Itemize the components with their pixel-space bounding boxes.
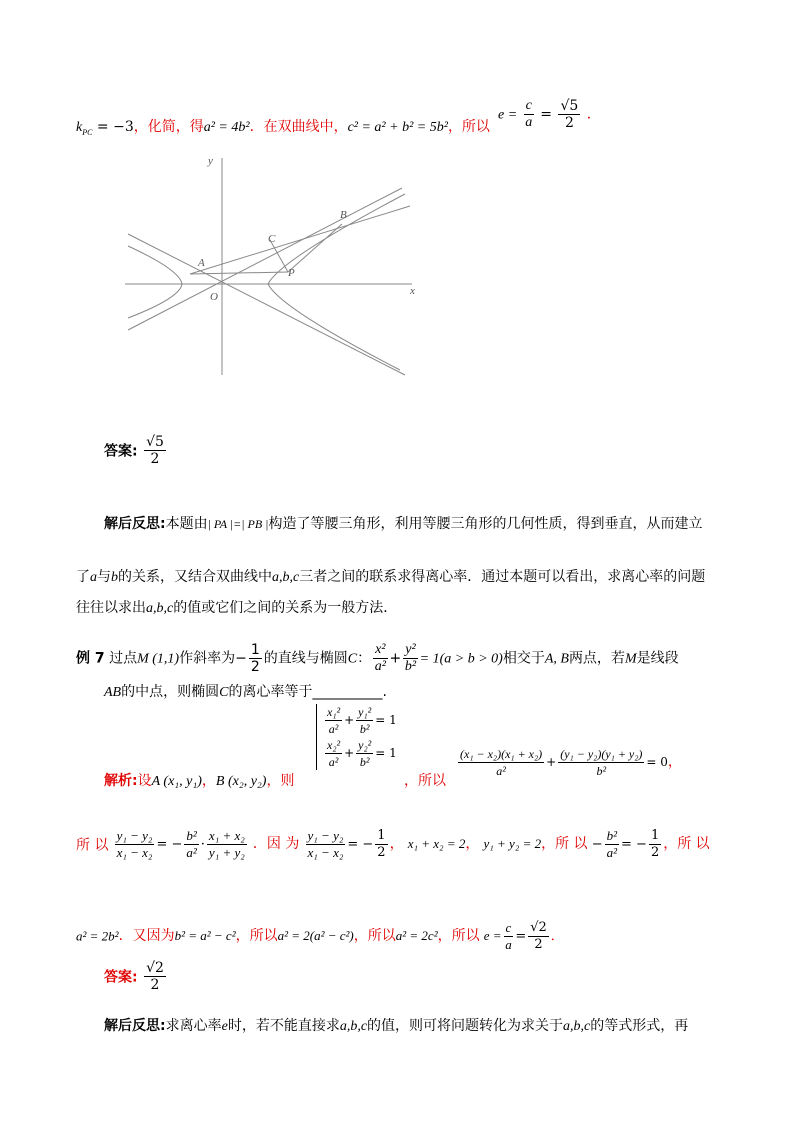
frac-den: b² xyxy=(359,755,370,769)
text: 的直线与椭圆 xyxy=(263,650,348,667)
plus: + xyxy=(546,755,557,769)
system-eq-2: $\frac{\text{x₂²}}{\text{a²}}$ + $\frac{\text{y₂²}}{\text{b²}}$ = 1 xyxy=(327,738,397,769)
reflection-2-line-1 xyxy=(104,1015,688,1035)
point-B: B (x₂, y₂) xyxy=(215,774,267,789)
eq-zero: = 0 xyxy=(646,755,668,769)
text: ，所以 xyxy=(437,928,480,944)
frac xyxy=(356,737,373,770)
k-symbol: k xyxy=(76,120,83,135)
eq-c2: c² = a² + b² = 5b² xyxy=(347,120,448,135)
frac-den: a² xyxy=(186,845,197,860)
period: ． xyxy=(550,929,564,944)
frac-den: 2 xyxy=(150,451,160,467)
ellipse-C: C xyxy=(347,651,358,667)
frac-num: b² xyxy=(606,828,618,843)
frac-num: √5 xyxy=(146,434,164,450)
var-abc: a,b,c xyxy=(272,570,300,585)
label-C: C xyxy=(268,233,276,245)
sum-equation xyxy=(456,746,682,779)
eq-a2-4b2: a² = 4b² xyxy=(203,120,250,135)
segment-PB xyxy=(288,224,342,272)
label-x: x xyxy=(410,285,415,297)
solution-label: 解析: xyxy=(104,773,138,789)
label-B: B xyxy=(340,209,347,221)
text: ．因 为 xyxy=(252,836,300,852)
text: 的离心率等于 xyxy=(228,684,313,700)
answer-label: 答案: xyxy=(104,443,138,460)
text: 的中点，则椭圆 xyxy=(121,684,220,700)
text: ，则 xyxy=(266,773,295,789)
equals: = xyxy=(515,929,527,944)
text-so: ，所以 xyxy=(447,119,490,135)
example-7-line-2 xyxy=(104,681,387,701)
frac xyxy=(184,828,198,861)
frac-den: 2 xyxy=(150,977,160,993)
point-M: M (1,1) xyxy=(137,651,180,667)
text: 所 以 xyxy=(76,837,109,854)
frac xyxy=(375,828,387,861)
text: 过点 xyxy=(109,650,138,667)
frac xyxy=(356,704,373,737)
label-y: y xyxy=(208,155,213,167)
eq-b2: b² = a² − c² xyxy=(174,928,236,943)
colon: ： xyxy=(357,650,372,667)
frac xyxy=(325,704,342,737)
frac-num: (y₁ − y₂)(y₁ + y₂) xyxy=(560,747,643,761)
frac-den: b² xyxy=(596,764,607,778)
plus: + xyxy=(389,650,402,667)
frac-num: c xyxy=(525,98,532,113)
text: 的值或它们之间的关系为一般方法． xyxy=(173,600,398,616)
example-label: 例 7 xyxy=(76,650,105,667)
text: 构造了等腰三角形，利用等腰三角形的几何性质，得到垂直，从而建立 xyxy=(268,516,703,532)
var-abc: a,b,c xyxy=(563,1019,591,1034)
e-lhs: e = xyxy=(498,107,518,123)
eq-a2-2b2: a² = 2b² xyxy=(76,928,119,944)
asymptote-2 xyxy=(128,188,402,330)
label-O: O xyxy=(210,291,218,303)
answer-label: 答案: xyxy=(104,969,138,986)
frac-den: 2 xyxy=(534,937,543,952)
equals: = xyxy=(540,106,553,123)
text: 的等式形式，再 xyxy=(590,1018,689,1034)
frac-den: 2 xyxy=(250,659,260,675)
frac xyxy=(115,828,155,861)
frac-num: (x₁ − x₂)(x₁ + x₂) xyxy=(460,747,543,761)
solution-line-1 xyxy=(104,770,294,790)
system-eq-1: $\frac{\text{x₁²}}{\text{a²}}$ + $\frac{\text{y₁²}}{\text{b²}}$ = 1 xyxy=(327,705,397,736)
frac xyxy=(528,920,549,953)
minus: − xyxy=(591,837,603,852)
frac xyxy=(504,920,514,953)
text: ，所 以 xyxy=(541,836,588,852)
frac-num: y₁ − y₂ xyxy=(116,828,153,843)
frac-c-a xyxy=(524,98,534,131)
text: 求离心率 xyxy=(165,1018,222,1034)
text: ，所 以 xyxy=(663,836,710,852)
frac xyxy=(605,828,619,861)
point-A: A (x₁, y₁) xyxy=(151,774,202,789)
eq-a2-2: a² = 2(a² − c²) xyxy=(277,928,354,943)
text: 的值，则可将问题转化为求关于 xyxy=(367,1018,564,1034)
so-text: ，所以 xyxy=(404,773,446,789)
frac-num: 1 xyxy=(377,828,386,843)
example-7-line-1 xyxy=(76,642,679,675)
frac-num: b² xyxy=(186,828,197,843)
frac-den: 2 xyxy=(564,115,574,131)
abs-expr: | PA |=| PB | xyxy=(207,517,269,531)
frac-den: a xyxy=(505,937,512,952)
frac-den: a² xyxy=(328,755,339,769)
ellipse-rest: = 1(a > b > 0) xyxy=(419,651,503,667)
frac-den: a² xyxy=(374,659,386,674)
solution-line-3 xyxy=(76,920,564,953)
frac xyxy=(306,828,346,861)
text: 作斜率为 xyxy=(179,650,236,667)
text: 的关系，又结合双曲线中 xyxy=(118,569,272,585)
solution-line-1 xyxy=(76,116,490,137)
points-AB: A, B xyxy=(544,651,569,667)
solution-line-2 xyxy=(76,828,710,861)
equation-system xyxy=(316,704,397,770)
ellipse-C: C xyxy=(219,685,229,700)
frac-num: x₁ + x₂ xyxy=(208,828,245,843)
eq-minus: = − xyxy=(621,837,647,852)
text: 往往以求出 xyxy=(76,600,146,616)
frac-num: y₂² xyxy=(358,738,372,752)
k-value: = −3 xyxy=(96,119,134,135)
text: 与 xyxy=(97,569,111,585)
text: ．又因为 xyxy=(118,928,175,944)
frac xyxy=(558,746,644,779)
frac-sqrt5-2 xyxy=(558,98,580,131)
answer-frac xyxy=(144,434,166,467)
frac-num: √5 xyxy=(560,98,579,114)
frac-num: √2 xyxy=(530,920,547,935)
frac-num: 1 xyxy=(650,828,660,843)
frac-den: a xyxy=(525,115,533,130)
eq-one: = 1 xyxy=(375,713,397,727)
comma: ， xyxy=(201,773,216,789)
frac xyxy=(325,737,342,770)
frac xyxy=(458,746,544,779)
slope-frac xyxy=(249,642,262,675)
frac-den: b² xyxy=(359,722,370,736)
frac-num: x₁² xyxy=(327,705,341,719)
text-in-hyperbola: ．在双曲线中， xyxy=(249,119,348,135)
line-AB xyxy=(190,206,410,274)
frac xyxy=(207,828,247,861)
text: 相交于 xyxy=(502,650,545,667)
frac-den: x₁ − x₂ xyxy=(307,845,344,860)
period: . xyxy=(382,684,387,700)
left-branch xyxy=(128,246,182,318)
frac-num: 1 xyxy=(250,642,260,658)
frac-num: c xyxy=(505,920,512,935)
asymptote-1 xyxy=(128,234,405,375)
comma: ， xyxy=(389,836,404,852)
frac-den: a² xyxy=(496,764,506,778)
var-e: e xyxy=(221,1019,228,1034)
text: 设 xyxy=(137,773,152,789)
minus: − xyxy=(235,650,247,667)
answer-frac xyxy=(144,960,166,993)
text: 是线段 xyxy=(636,650,679,667)
reflection-1-line-1 xyxy=(104,513,702,533)
answer-2 xyxy=(104,960,168,993)
label-A: A xyxy=(198,257,205,269)
comma: ， xyxy=(667,754,682,770)
reflection-1-line-3 xyxy=(76,597,397,617)
var-b: b xyxy=(111,570,118,585)
frac-y2-b2 xyxy=(403,642,417,675)
text-simplify: ，化简，得 xyxy=(133,119,204,135)
answer-1 xyxy=(104,434,168,467)
eq-minus: = − xyxy=(156,837,183,852)
var-a: a xyxy=(90,570,97,585)
e-lhs: e = xyxy=(483,928,502,943)
frac-den: a² xyxy=(328,722,339,736)
frac-den: 2 xyxy=(377,845,386,860)
reflection-label: 解后反思: xyxy=(104,1018,166,1034)
frac-num: y² xyxy=(405,642,416,657)
text: 两点，若 xyxy=(568,650,625,667)
segment-AB: AB xyxy=(104,685,122,700)
k-subscript: PC xyxy=(82,127,93,137)
frac-num: y₁² xyxy=(358,705,372,719)
eq-minus: = − xyxy=(347,837,374,852)
frac xyxy=(649,828,661,861)
frac-den: x₁ − x₂ xyxy=(116,845,153,860)
reflection-1-line-2 xyxy=(76,566,705,586)
text: 时，若不能直接求 xyxy=(227,1018,340,1034)
frac-num: y₁ − y₂ xyxy=(307,828,344,843)
eq-a2-2c2: a² = 2c² xyxy=(395,928,438,943)
frac-den: y₁ + y₂ xyxy=(208,845,245,860)
frac-den: 2 xyxy=(650,845,660,860)
text: ，所以 xyxy=(353,928,396,944)
sum-x: x₁ + x₂ = 2 xyxy=(407,836,466,851)
dot: · xyxy=(200,837,205,852)
right-branch xyxy=(268,194,405,370)
sum-y: y₁ + y₂ = 2 xyxy=(483,836,542,851)
text: 三者之间的联系求得离心率．通过本题可以看出，求离心率的问题 xyxy=(299,569,706,585)
frac-num: x₂² xyxy=(327,738,341,752)
text: ，所以 xyxy=(235,928,278,944)
comma: ， xyxy=(465,836,480,852)
period: ． xyxy=(586,106,601,123)
var-abc: a,b,c xyxy=(339,1019,368,1034)
eq-one: = 1 xyxy=(375,746,397,760)
hyperbola-figure xyxy=(120,150,420,380)
frac-num: x² xyxy=(375,642,386,657)
text: 了 xyxy=(76,569,90,585)
frac-den: b² xyxy=(404,659,417,674)
frac-den: a² xyxy=(606,845,618,860)
frac-num: √2 xyxy=(146,960,164,976)
reflection-label: 解后反思: xyxy=(104,516,166,532)
frac-x2-a2 xyxy=(373,642,387,675)
var-abc: a,b,c xyxy=(146,601,174,616)
label-P: P xyxy=(288,267,295,279)
eccentricity-1 xyxy=(498,98,601,131)
answer-blank: __________ xyxy=(312,684,383,700)
point-M: M xyxy=(624,651,637,667)
text: 本题由 xyxy=(165,516,208,532)
